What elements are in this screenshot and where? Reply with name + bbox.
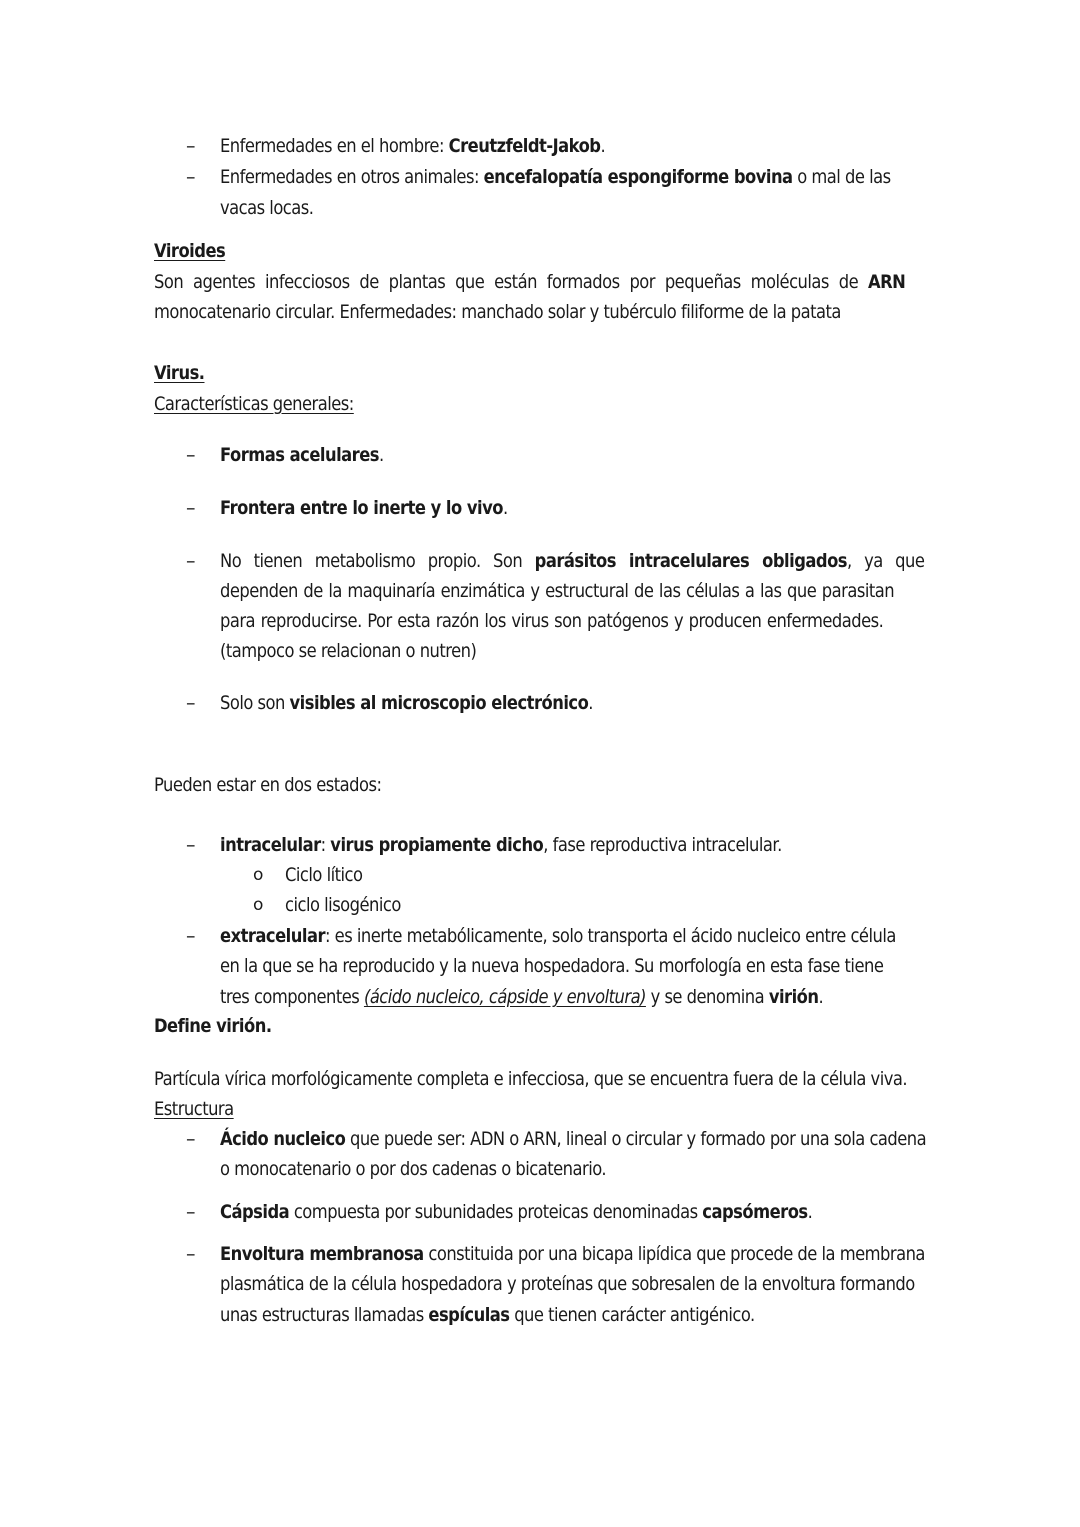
estado-extracelular: extracelular: es inerte metabólicamente, solo transporta el ácido nucleico entre célula (220, 925, 896, 947)
estructura-envoltura-l2: plasmática de la célula hospedadora y proteínas que sobresalen de la envoltura formando (220, 1273, 915, 1295)
ciclo-lisogenico: ciclo lisogénico (285, 894, 401, 916)
virus-char-metabolismo: No tienen metabolismo propio. Son parásitos intracelulares obligados, ya que (220, 550, 925, 572)
virus-char-metabolismo-l3: para reproducirse. Por esta razón los virus son patógenos y producen enfermedades. (220, 610, 884, 632)
viroides-line-2: monocatenario circular. Enfermedades: manchado solar y tubérculo filiforme de la patata (154, 301, 841, 323)
dash-bullet: – (186, 834, 196, 856)
dash-bullet: – (186, 1243, 196, 1265)
estructura-acido-nucleico: Ácido nucleico que puede ser: ADN o ARN, lineal o circular y formado por una sola cadena (220, 1128, 927, 1150)
virus-char-metabolismo-l2: dependen de la maquinaría enzimática y estructural de las células a las que parasitan (220, 580, 895, 602)
virion-definition: Partícula vírica morfológicamente completa e infecciosa, que se encuentra fuera de la célula viva. (154, 1068, 908, 1090)
circle-bullet: o (253, 895, 264, 915)
viroides-heading: Viroides (154, 240, 226, 262)
ciclo-litico: Ciclo lítico (285, 864, 363, 886)
estados-intro: Pueden estar en dos estados: (154, 774, 382, 796)
priones-item-animals-cont: vacas locas. (220, 197, 314, 219)
estructura-capsida: Cápsida compuesta por subunidades proteicas denominadas capsómeros. (220, 1201, 813, 1223)
dash-bullet: – (186, 135, 196, 157)
priones-item-animals: Enfermedades en otros animales: encefalopatía espongiforme bovina o mal de las (220, 166, 891, 188)
viroides-line-1: Son agentes infecciosos de plantas que están formados por pequeñas moléculas de ARN (154, 271, 906, 293)
virus-char-acelulares: Formas acelulares. (220, 444, 384, 466)
dash-bullet: – (186, 166, 196, 188)
estructura-envoltura-l3: unas estructuras llamadas espículas que tienen carácter antigénico. (220, 1304, 755, 1326)
estructura-acido-nucleico-l2: o monocatenario o por dos cadenas o bicatenario. (220, 1158, 607, 1180)
dash-bullet: – (186, 550, 196, 572)
virus-subtitle: Características generales: (154, 393, 354, 415)
virus-char-microscopio: Solo son visibles al microscopio electrónico. (220, 692, 593, 714)
dash-bullet: – (186, 692, 196, 714)
estructura-heading: Estructura (154, 1098, 234, 1120)
dash-bullet: – (186, 444, 196, 466)
estado-intracelular: intracelular: virus propiamente dicho, fase reproductiva intracelular. (220, 834, 782, 856)
virus-heading: Virus. (154, 362, 205, 384)
circle-bullet: o (253, 865, 264, 885)
virion-question: Define virión. (154, 1015, 272, 1037)
priones-item-human: Enfermedades en el hombre: Creutzfeldt-Jakob. (220, 135, 606, 157)
estado-extracelular-l3: tres componentes (ácido nucleico, cápside y envoltura) y se denomina virión. (220, 986, 824, 1008)
dash-bullet: – (186, 497, 196, 519)
dash-bullet: – (186, 925, 196, 947)
estructura-envoltura: Envoltura membranosa constituida por una bicapa lipídica que procede de la membrana (220, 1243, 925, 1265)
dash-bullet: – (186, 1201, 196, 1223)
virus-char-frontera: Frontera entre lo inerte y lo vivo. (220, 497, 508, 519)
dash-bullet: – (186, 1128, 196, 1150)
virus-char-metabolismo-l4: (tampoco se relacionan o nutren) (220, 640, 477, 662)
estado-extracelular-l2: en la que se ha reproducido y la nueva hospedadora. Su morfología en esta fase tiene (220, 955, 884, 977)
